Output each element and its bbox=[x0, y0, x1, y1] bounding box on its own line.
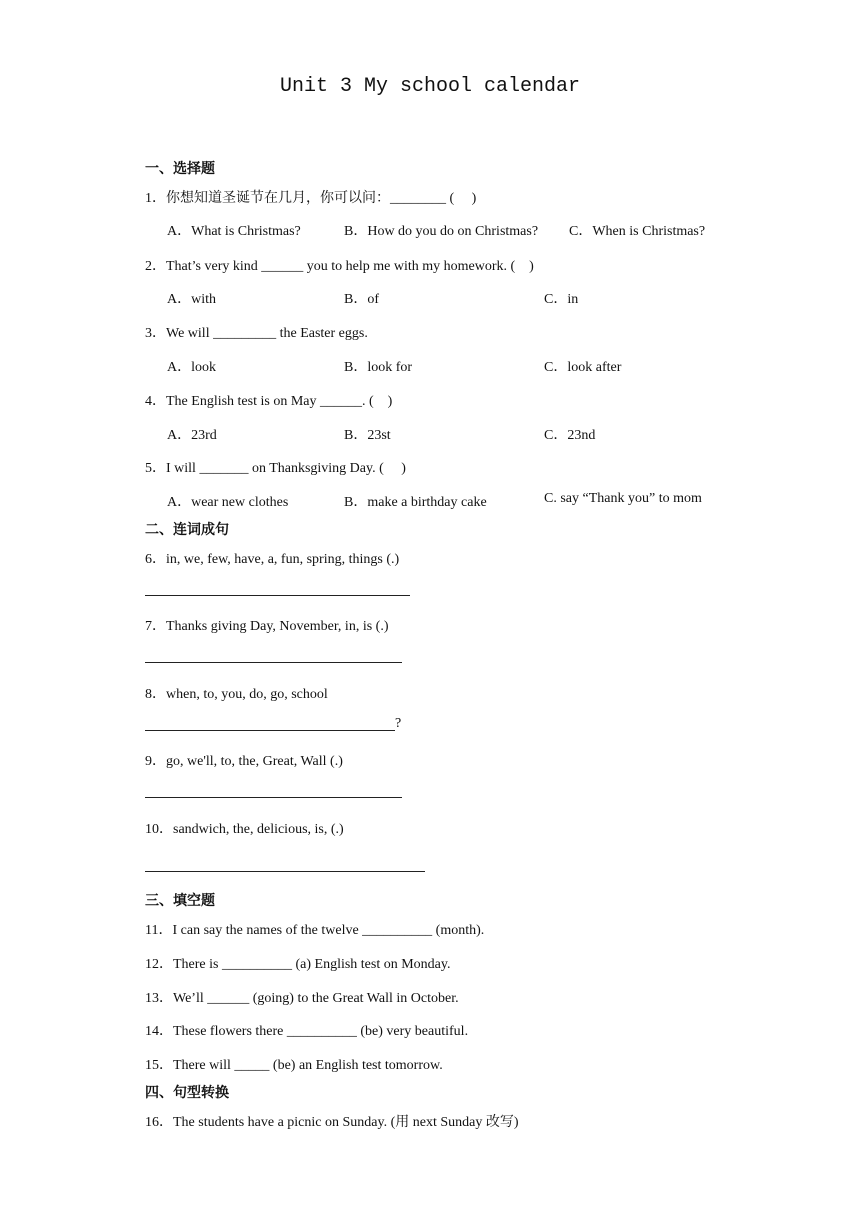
page-title: Unit 3 My school calendar bbox=[279, 75, 581, 98]
question-11: 11．I can say the names of the twelve __________ (month). bbox=[145, 923, 485, 938]
question-3-option-c: C．look after bbox=[544, 360, 622, 375]
question-1-option-a: A．What is Christmas? bbox=[167, 224, 301, 239]
question-2-option-b: B．of bbox=[344, 292, 379, 307]
question-6: 6．in, we, few, have, a, fun, spring, things (.) bbox=[145, 552, 400, 567]
question-10-answer-line bbox=[145, 871, 425, 872]
question-1-option-b: B．How do you do on Christmas? bbox=[344, 224, 539, 239]
question-3: 3．We will _________ the Easter eggs. bbox=[145, 326, 368, 341]
question-8-answer-line bbox=[145, 730, 395, 731]
question-1: 1．你想知道圣诞节在几月，你可以问：________ ( ) bbox=[145, 191, 477, 206]
question-10: 10．sandwich, the, delicious, is, (.) bbox=[145, 822, 344, 837]
question-5-option-c: C. say “Thank you” to mom bbox=[544, 491, 702, 506]
question-3-option-b: B．look for bbox=[344, 360, 413, 375]
section-heading-fill-blank: 三、填空题 bbox=[145, 893, 215, 909]
question-5: 5．I will _______ on Thanksgiving Day. ( ) bbox=[145, 461, 406, 476]
question-1-option-c: C．When is Christmas? bbox=[569, 224, 706, 239]
question-4: 4．The English test is on May ______. ( ) bbox=[145, 394, 393, 409]
question-2-option-c: C．in bbox=[544, 292, 579, 307]
question-4-option-c: C．23nd bbox=[544, 428, 596, 443]
question-9-answer-line bbox=[145, 797, 402, 798]
question-8: 8．when, to, you, do, go, school bbox=[145, 687, 328, 702]
question-5-option-a: A．wear new clothes bbox=[167, 495, 289, 510]
question-2-option-a: A．with bbox=[167, 292, 216, 307]
question-5-option-b: B．make a birthday cake bbox=[344, 495, 487, 510]
question-2: 2．That’s very kind ______ you to help me with my homework. ( ) bbox=[145, 259, 534, 274]
section-heading-choice: 一、选择题 bbox=[145, 161, 215, 177]
question-4-option-b: B．23st bbox=[344, 428, 391, 443]
section-heading-sentence-transform: 四、句型转换 bbox=[145, 1085, 229, 1101]
question-3-option-a: A．look bbox=[167, 360, 216, 375]
question-8-question-mark: ? bbox=[395, 716, 402, 731]
question-7-answer-line bbox=[145, 662, 402, 663]
question-15: 15．There will _____ (be) an English test tomorrow. bbox=[145, 1058, 443, 1073]
question-6-answer-line bbox=[145, 595, 410, 596]
question-9: 9．go, we'll, to, the, Great, Wall (.) bbox=[145, 754, 343, 769]
section-heading-word-order: 二、连词成句 bbox=[145, 522, 229, 538]
question-13: 13．We’ll ______ (going) to the Great Wall in October. bbox=[145, 991, 459, 1006]
question-12: 12．There is __________ (a) English test on Monday. bbox=[145, 957, 451, 972]
question-14: 14．These flowers there __________ (be) very beautiful. bbox=[145, 1024, 469, 1039]
question-7: 7．Thanks giving Day, November, in, is (.) bbox=[145, 619, 389, 634]
question-16: 16．The students have a picnic on Sunday. (用 next Sunday 改写) bbox=[145, 1115, 519, 1130]
question-4-option-a: A．23rd bbox=[167, 428, 217, 443]
